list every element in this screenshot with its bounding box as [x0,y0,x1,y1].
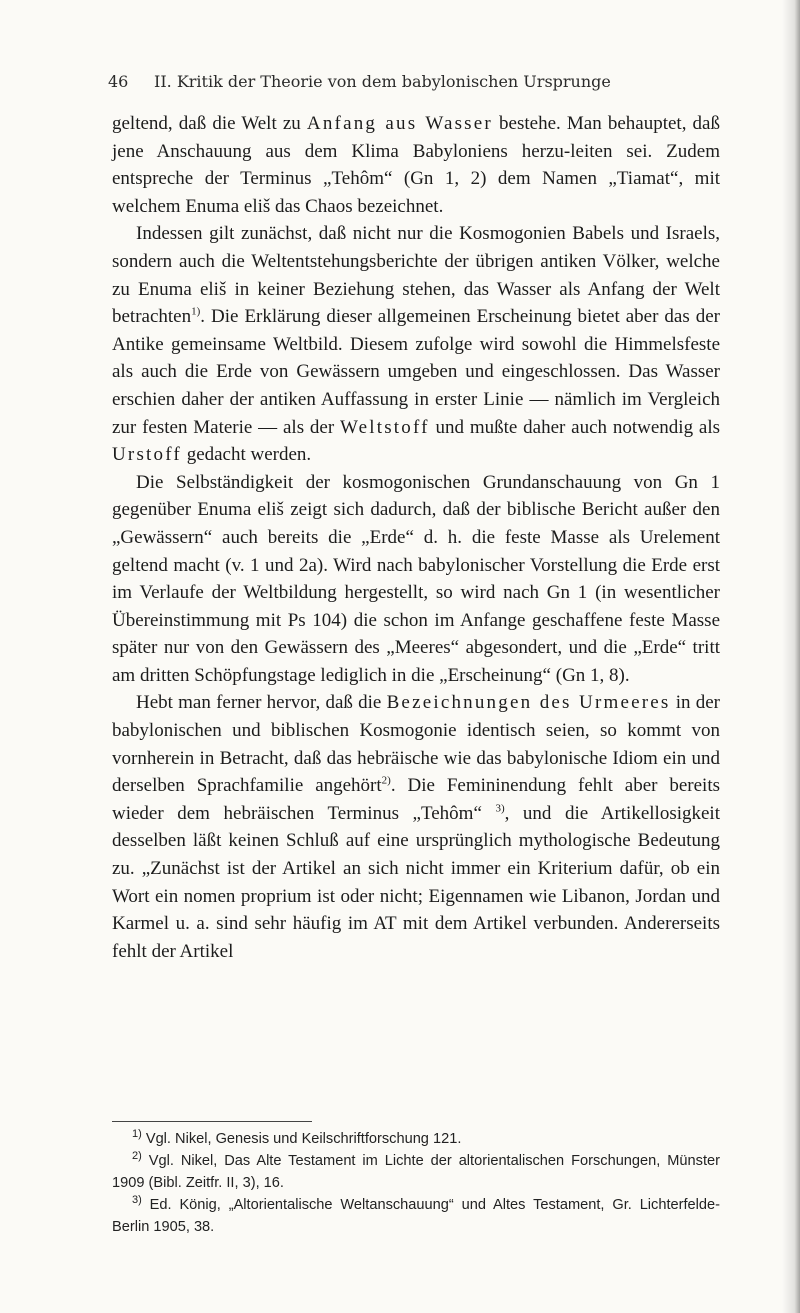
text-run: , und die Artikellosigkeit desselben läßt keinen Schluß auf eine ursprünglich mythologische Bedeutung zu. „Zunächst ist der Artikel an sich nicht immer ein Kriterium dafür, ob ein Wort ein nomen proprium ist oder nicht; Eigennamen wie Libanon, Jordan und Karmel u. a. sind sehr häufig im AT mit dem Artikel verbunden. Andererseits fehlt der Artikel [112,802,720,962]
paragraph-2 [112,220,720,468]
page-number: 46 [108,72,129,91]
main-text [112,110,720,965]
spaced-emphasis: Anfang aus Wasser [306,113,493,134]
footnote-2 [112,1150,720,1194]
page-edge-shadow [782,0,800,1313]
spaced-emphasis: Urstoff [112,444,182,466]
text-run: . Die Erklärung dieser allgemeinen Erscheinung bietet aber das der Antike gemeinsame Weltbild. Diesem zufolge wird sowohl die Himmelsfeste als auch die Erde von Gewässern umgeben und eingeschlossen. Das Wasser erschien daher der antiken Auffassung in erster Linie — nämlich im Vergleich zur festen Materie — als der [112,306,720,438]
footnote-1 [112,1128,720,1150]
footnote-mark: 2) [132,1150,142,1163]
footnotes [112,1128,720,1238]
footnote-ref-3: 3) [495,802,505,815]
running-title: II. Kritik der Theorie von dem babylonischen Ursprunge [154,72,611,91]
spaced-emphasis: Weltstoff [340,416,430,438]
text-run: Indessen gilt zunächst, daß nicht nur die Kosmogonien Babels und Israels, sondern auch die Weltentstehungsberichte der übrigen antiken Völker, welche zu Enuma eliš in keiner Beziehung stehen, das Wasser als Anfang der Welt betrachten [112,223,720,328]
footnote-text: Vgl. Nikel, Das Alte Testament im Lichte der altorientalischen Forschungen, Münster 1909 (Bibl. Zeitfr. II, 3), 16. [112,1153,720,1191]
text-run: . Die Femininendung fehlt aber bereits wieder dem hebräischen Terminus „Tehôm“ [112,775,721,824]
footnote-text: Ed. König, „Altorientalische Weltanschauung“ und Altes Testament, Gr. Lichterfelde-Berlin 1905, 38. [112,1197,720,1235]
footnote-ref-2: 2) [381,774,391,787]
spaced-emphasis: Bezeichnungen des Urmeeres [386,692,671,714]
text-run: in der babylonischen und biblischen Kosmogonie identisch seien, so kommt von vornherein in Betracht, daß das hebräische wie das babylonische Idiom ein und derselben Sprachfamilie angehört [112,692,721,797]
text-run: geltend, daß die Welt zu [112,113,307,134]
text-run: gedacht werden. [181,444,312,466]
footnote-mark: 1) [132,1128,142,1141]
paragraph-4 [112,689,720,965]
paragraph-3: Die Selbständigkeit der kosmogonischen Grundanschauung von Gn 1 gegenüber Enuma eliš zeigt sich dadurch, daß der biblische Bericht außer den „Gewässern“ auch bereits die „Erde“ d. h. die feste Masse als Urelement geltend macht (v. 1 und 2a). Wird nach babylonischer Vorstellung die Erde erst im Verlaufe der Weltbildung hergestellt, so wird nach Gn 1 (in wesentlicher Übereinstimmung mit Ps 104) die schon im Anfange geschaffene feste Masse später nur von den Gewässern des „Meeres“ abgesondert, und die „Erde“ tritt am dritten Schöpfungstage lediglich in die „Erscheinung“ (Gn 1, 8). [112,471,720,686]
footnote-ref-1: 1) [191,305,201,318]
text-run: und mußte daher auch notwendig als [429,416,721,438]
text-run: bestehe. Man behauptet, daß jene Anschauung aus dem Klima Babyloniens herzu-leiten sei. Zudem entspreche der Terminus „Tehôm“ (Gn 1, 2) dem Namen „Tiamat“, mit welchem Enuma eliš das Chaos bezeichnet. [112,113,720,217]
footnote-text: Vgl. Nikel, Genesis und Keilschriftforschung 121. [141,1131,462,1147]
footnote-mark: 3) [132,1194,142,1207]
footnote-3 [112,1194,720,1238]
footnote-divider [112,1121,312,1122]
running-header [108,72,668,91]
text-run: Hebt man ferner hervor, daß die [136,692,387,714]
paragraph-1 [112,110,720,220]
